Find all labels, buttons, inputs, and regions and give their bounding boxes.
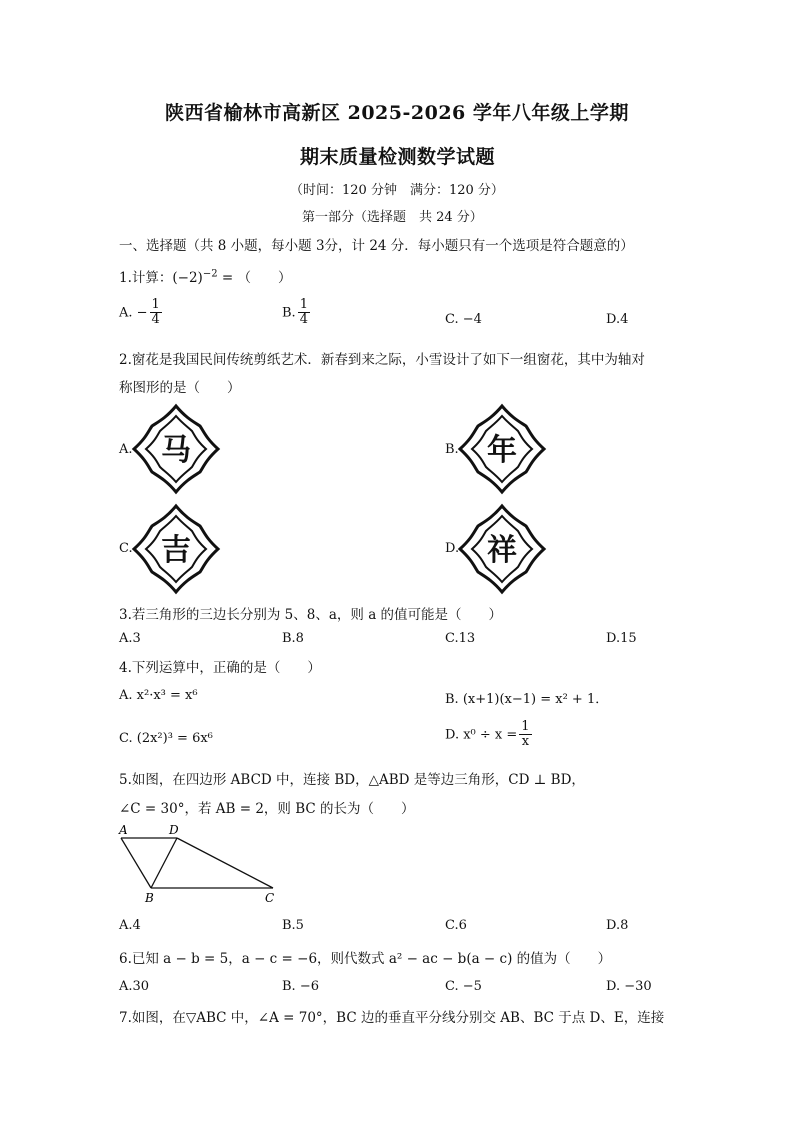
question-1-option-b: B. $\frac{1}{4}$ (282, 297, 308, 328)
question-5-option-a: A.4 (119, 918, 141, 933)
quadrilateral-figure (115, 822, 285, 906)
window-flower-xiang (456, 502, 548, 596)
question-2-option-d-label: D. (445, 541, 460, 556)
window-flower-nian (456, 402, 548, 496)
question-3-stem: 3.若三角形的三边长分别为 5、8、a，则 a 的值可能是（ ） (119, 607, 503, 623)
flower-char-ji: 吉 (161, 533, 191, 568)
question-5-line-2: ∠C = 30°，若 AB = 2，则 BC 的长为（ ） (119, 801, 415, 817)
question-7-stem: 7.如图，在▽ABC 中，∠A = 70°，BC 边的垂直平分线分别交 AB、BC 于点 D、E，连接 (119, 1010, 665, 1026)
question-6-option-a: A.30 (119, 979, 150, 994)
question-5-option-b: B.5 (282, 918, 304, 933)
question-2-line-2: 称图形的是（ ） (119, 380, 241, 396)
question-1-option-d: D.4 (606, 312, 629, 327)
point-b-label: B (145, 891, 154, 905)
title-line-2: 期末质量检测数学试题 (300, 146, 496, 168)
question-6-stem: 6.已知 a − b = 5，a − c = −6，则代数式 a² − ac − b(a − c) 的值为（ ） (119, 951, 612, 967)
question-1-option-c: C. −4 (445, 312, 482, 327)
question-2-option-c-label: C. (119, 541, 133, 556)
question-1-option-a: A. − $\frac{1}{4}$ (119, 297, 160, 328)
question-1-stem: 1.计算：$(-2)^{-2}$ = （ ） (119, 268, 292, 286)
question-2-option-a-label: A. (119, 442, 133, 457)
question-5-option-c: C.6 (445, 918, 467, 933)
question-4-option-a: A. x²·x³ = x⁶ (119, 688, 198, 703)
point-c-label: C (265, 891, 275, 905)
question-3-option-a: A.3 (119, 631, 141, 646)
flower-char-nian: 年 (487, 433, 517, 468)
question-2-option-b-label: B. (445, 442, 459, 457)
question-5-line-1: 5.如图，在四边形 ABCD 中，连接 BD，△ABD 是等边三角形，CD ⊥ BD， (119, 772, 585, 788)
question-6-option-d: D. −30 (606, 979, 652, 994)
point-d-label: D (169, 823, 179, 837)
question-4-option-b: B. (x+1)(x−1) = x² + 1． (445, 692, 609, 707)
question-3-option-c: C.13 (445, 631, 476, 646)
title-line-1: 陕西省榆林市高新区 2025-2026 学年八年级上学期 (165, 102, 629, 124)
time-info: （时间：120 分钟 满分：120 分） (290, 183, 504, 198)
question-4-option-c: C. (2x²)³ = 6x⁶ (119, 731, 213, 746)
segment-dc (177, 838, 273, 888)
window-flower-ji (130, 502, 222, 596)
flower-char-ma: 马 (161, 433, 191, 468)
point-a-label: A (119, 823, 128, 837)
window-flower-ma (130, 402, 222, 496)
question-4-stem: 4.下列运算中，正确的是（ ） (119, 660, 321, 676)
question-2-line-1: 2.窗花是我国民间传统剪纸艺术．新春到来之际，小雪设计了如下一组窗花，其中为轴对 (119, 352, 645, 368)
question-6-option-c: C. −5 (445, 979, 482, 994)
part-heading: 第一部分（选择题 共 24 分） (302, 210, 483, 225)
question-6-option-b: B. −6 (282, 979, 319, 994)
question-4-option-d: D. x⁰ ÷ x = $\frac{1}{x}$ (445, 719, 530, 750)
question-3-option-b: B.8 (282, 631, 304, 646)
flower-char-xiang: 祥 (487, 533, 517, 568)
section-heading: 一、选择题（共 8 小题，每小题 3分，计 24 分．每小题只有一个选项是符合题意的） (119, 238, 634, 254)
question-3-option-d: D.15 (606, 631, 637, 646)
question-5-option-d: D.8 (606, 918, 629, 933)
segment-bd (151, 838, 177, 888)
segment-ab (121, 838, 151, 888)
